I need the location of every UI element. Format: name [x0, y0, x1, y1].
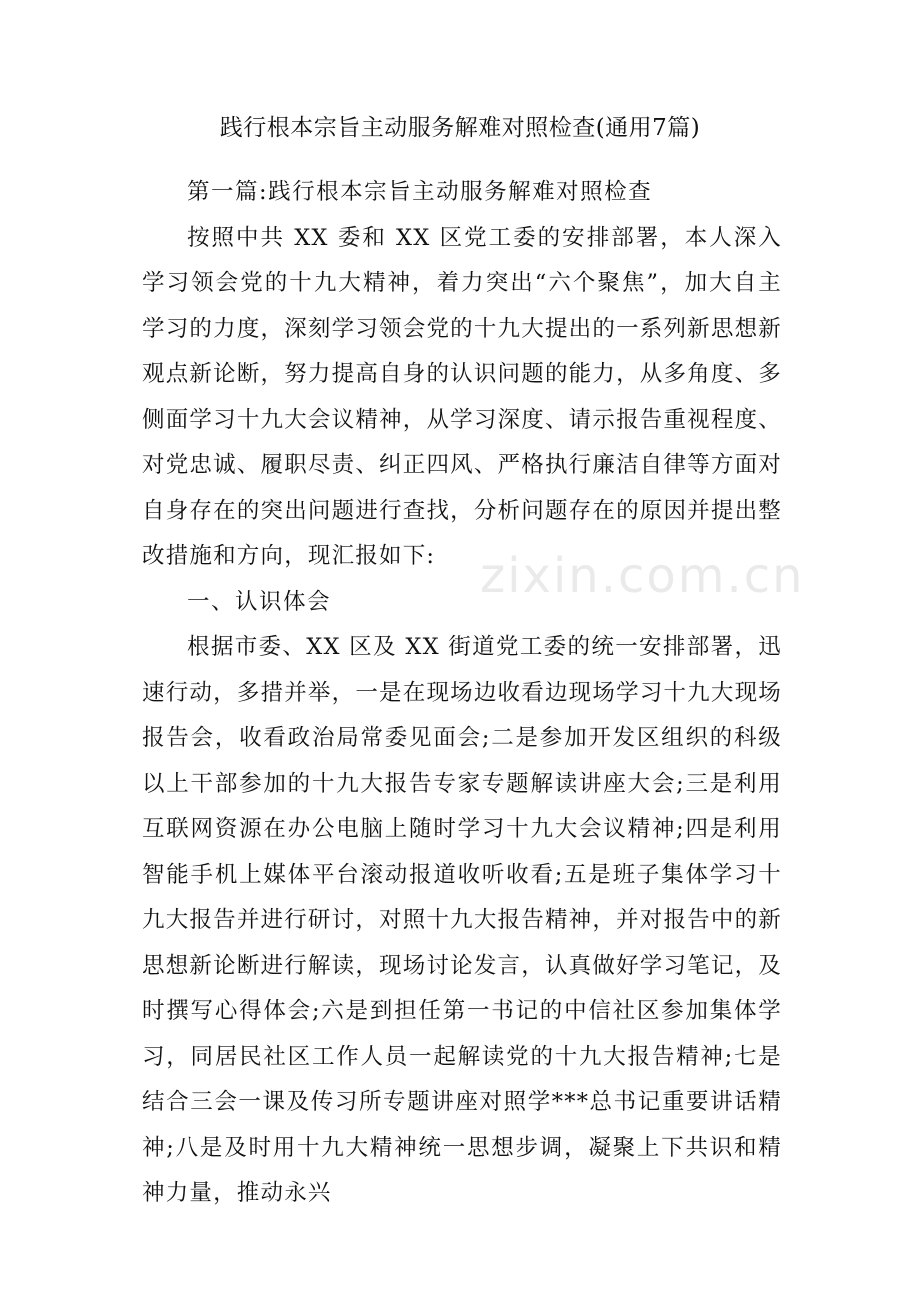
paragraph-study-activities: 根据市委、XX 区及 XX 街道党工委的统一安排部署，迅速行动，多措并举，一是在现场边收看边现场学习十九大现场报告会，收看政治局常委见面会;二是参加开发区组织的科级以上干部参加的十九大报告专家专题解读讲座大会;三是利用互联网资源在办公电脑上随时学习十九大会议精神;四是利用智能手机上媒体平台滚动报道收听收看;五是班子集体学习十九大报告并进行研讨，对照十九大报告精神，并对报告中的新思想新论断进行解读，现场讨论发言，认真做好学习笔记，及时撰写心得体会;六是到担任第一书记的中信社区参加集体学习，同居民社区工作人员一起解读党的十九大报告精神;七是结合三会一课及传习所专题讲座对照学***总书记重要讲话精神;八是及时用十九大精神统一思想步调，凝聚上下共识和精神力量，推动永兴: [142, 634, 782, 1206]
section-heading-part-one: 第一篇:践行根本宗旨主动服务解难对照检查: [187, 179, 653, 205]
site-watermark: zixin.com.cn: [480, 548, 805, 604]
document-body: [142, 170, 782, 1217]
section-heading-understanding: 一、认识体会: [187, 588, 332, 615]
document-title: 践行根本宗旨主动服务解难对照检查(通用7篇): [219, 115, 701, 141]
paragraph-intro: 按照中共 XX 委和 XX 区党工委的安排部署，本人深入学习领会党的十九大精神，着力突出“六个聚焦”，加大自主学习的力度，深刻学习领会党的十九大提出的一系列新思想新观点新论断，努力提高自身的认识问题的能力，从多角度、多侧面学习十九大会议精神，从学习深度、请示报告重视程度、对党忠诚、履职尽责、纠正四风、严格执行廉洁自律等方面对自身存在的突出问题进行查找，分析问题存在的原因并提出整改措施和方向，现汇报如下:: [142, 224, 782, 569]
